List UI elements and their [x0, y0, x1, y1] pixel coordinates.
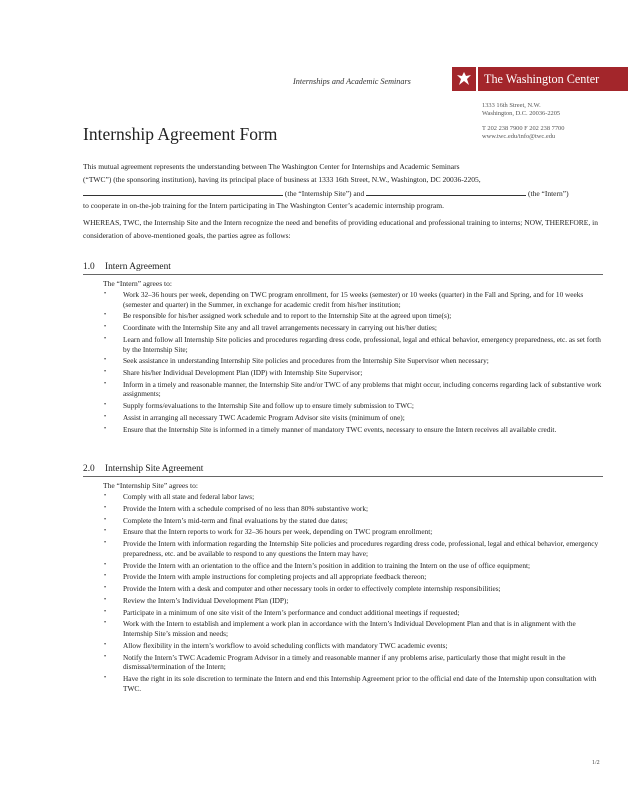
list-item [104, 572, 603, 584]
list-item-text: Notify the Intern’s TWC Academic Program Advisor in a timely and reasonable manner if any problems arise, particularly those that might result in the dismissal/termination of the Intern; [123, 652, 566, 672]
whereas-paragraph: WHEREAS, TWC, the Internship Site and the Intern recognize the need and benefits of providing educational and professional training to interns; NOW, THEREFORE, in consideration of above-mentioned goals, the parties agree as follows: [83, 218, 598, 240]
list-item [104, 640, 603, 653]
address-phone: T 202 238 7900 F 202 238 7700 [482, 124, 565, 132]
list-item-text: Learn and follow all Internship Site policies and procedures regarding dress code, professional, legal and ethical behavior, emergency preparedness, etc. as set forth by the Internship Site; [123, 334, 601, 354]
intro-text [83, 161, 603, 243]
list-item-text: Complete the Intern’s mid-term and final evaluations by the stated due dates; [123, 515, 348, 525]
list-item [104, 424, 603, 437]
list-item [104, 560, 603, 573]
page-title: Internship Agreement Form [83, 124, 278, 144]
address-city: Washington, D.C. 20036-2205 [482, 110, 561, 118]
list-item-text: Coordinate with the Internship Site any and all travel arrangements necessary in carrying out his/her duties; [123, 323, 437, 333]
list-item [104, 503, 603, 516]
bullet-icon: • [104, 380, 107, 387]
list-item-text: Provide the Intern with an orientation to the office and the Intern’s position in addition to training the Intern on the use of office equipment; [123, 560, 531, 570]
bullet-icon: • [104, 402, 107, 409]
list-item-text: Work 32–36 hours per week, depending on TWC program enrollment, for 15 weeks (semester) or 10 weeks (quarter) in the Fall and Spring, and for 10 weeks (semester and quarter) in the Summer, in exchange for academic credit from his/her institution; [123, 290, 584, 309]
header-tagline: Internships and Academic Seminars [293, 77, 411, 86]
list-item [104, 673, 603, 695]
list-item-text: Comply with all state and federal labor laws; [123, 492, 255, 501]
list-item-text: Supply forms/evaluations to the Internship Site and follow up to ensure timely submission to TWC; [123, 401, 414, 411]
bullet-list [83, 492, 603, 695]
list-item-text: Allow flexibility in the intern’s workflow to avoid scheduling conflicts with mandatory TWC academic events; [123, 640, 448, 650]
bullet-icon: • [104, 608, 107, 615]
section-header [83, 262, 603, 275]
intro-line-4: to cooperate in on-the-job training for the Intern participating in The Washington Center’s academic internship program. [83, 201, 444, 211]
intro-line-1: This mutual agreement represents the understanding between The Washington Center for Internships and Academic Seminars [83, 162, 460, 171]
list-item-text: Participate in a minimum of one site visit of the Intern’s performance and conduct additional meetings if requested; [123, 607, 460, 617]
list-item [104, 323, 603, 335]
list-item-text: Have the right in its sole discretion to terminate the Intern and end this Internship Agreement prior to the official end date of the Internship upon consultation with TWC. [123, 673, 597, 693]
list-item [104, 607, 603, 620]
bullet-icon: • [104, 493, 107, 499]
list-item [104, 539, 603, 560]
internship-site-field[interactable] [83, 187, 283, 196]
list-item [104, 379, 603, 401]
list-item [104, 356, 603, 368]
org-name: The Washington Center [478, 67, 628, 91]
bullet-icon: • [104, 324, 107, 331]
list-item-text: Provide the Intern with information regarding the Internship Site policies and procedures regarding dress code, professional, legal and ethical behavior, emergency preparedness, etc. and be available to respond to any questions the Intern may have; [123, 539, 599, 558]
intro-line-3 [83, 187, 603, 201]
bullet-icon: • [104, 585, 107, 592]
list-item-text: Share his/her Individual Development Plan (IDP) with Internship Site Supervisor; [123, 368, 363, 378]
list-item [104, 413, 603, 425]
list-item-text: Ensure that the Intern reports to work for 32–36 hours per week, depending on TWC program enrollment; [123, 527, 433, 537]
org-logo[interactable] [452, 67, 628, 91]
bullet-icon: • [104, 674, 107, 681]
section-intro: The “Internship Site” agrees to: [103, 481, 198, 490]
section-header [83, 464, 603, 477]
page-number: 1/2 [592, 760, 600, 766]
list-item-text: Review the Intern’s Individual Development Plan (IDP); [123, 595, 289, 605]
internship-site-label: (the “Internship Site”) and [284, 188, 365, 198]
bullet-icon: • [104, 561, 107, 568]
bullet-icon: • [104, 504, 107, 511]
bullet-icon: • [104, 528, 107, 535]
list-item [104, 311, 603, 323]
bullet-icon: • [104, 312, 107, 319]
bullet-icon: • [104, 516, 107, 523]
bullet-icon: • [104, 620, 107, 627]
list-item [104, 584, 603, 596]
section-title: Intern Agreement [105, 262, 171, 272]
intern-label: (the “Intern”) [527, 188, 569, 198]
list-item-text: Provide the Intern with a schedule comprised of no less than 80% substantive work; [123, 503, 369, 513]
list-item [104, 290, 603, 311]
eagle-icon [452, 67, 476, 91]
list-item-text: Provide the Intern with a desk and computer and other necessary tools in order to effectively complete internship responsibilities; [123, 584, 501, 594]
bullet-icon: • [104, 596, 107, 603]
intern-name-field[interactable] [366, 187, 526, 196]
list-item [104, 515, 603, 528]
section-number: 1.0 [83, 262, 95, 272]
bullet-icon: • [104, 335, 107, 342]
list-item [104, 492, 603, 504]
section-internship-site-agreement [83, 464, 603, 695]
bullet-icon: • [104, 414, 107, 421]
list-item [104, 401, 603, 413]
address-street: 1333 16th Street, N.W. [482, 102, 541, 109]
section-intern-agreement [83, 262, 603, 437]
list-item-text: Provide the Intern with ample instructions for completing projects and all appropriate feedback thereon; [123, 572, 427, 582]
bullet-list [83, 290, 603, 437]
list-item-text: Assist in arranging all necessary TWC Academic Program Advisor site visits (minimum of one); [123, 413, 405, 423]
list-item-text: Ensure that the Internship Site is informed in a timely manner of mandatory TWC events, necessary to ensure the Intern receives all available credit. [123, 424, 557, 434]
list-item [104, 527, 603, 539]
bullet-icon: • [104, 573, 107, 580]
list-item-text: Be responsible for his/her assigned work schedule and to report to the Internship Site at the agreed upon time(s); [123, 311, 452, 321]
list-item [104, 652, 603, 674]
bullet-icon: • [104, 425, 107, 432]
list-item-text: Inform in a timely and reasonable manner, the Internship Site and/or TWC of any problems that might occur, including concerns regarding lack of substantive work assignments; [123, 379, 602, 399]
address-web[interactable]: www.twc.edu/info@twc.edu [482, 133, 556, 141]
bullet-icon: • [104, 641, 107, 648]
bullet-icon: • [104, 540, 107, 547]
list-item-text: Seek assistance in understanding Internship Site policies and procedures from the Internship Site Supervisor when necessary; [123, 356, 489, 366]
intro-line-2: (“TWC”) (the sponsoring institution), having its principal place of business at 1333 16th Street, N.W., Washington, DC 20036-2205, [83, 174, 481, 184]
section-number: 2.0 [83, 464, 95, 474]
org-address [482, 102, 564, 142]
list-item-text: Work with the Intern to establish and implement a work plan in accordance with the Intern’s Individual Development Plan and that is in alignment with the Internship Site’s mission and needs; [123, 619, 576, 638]
list-item [104, 334, 603, 356]
list-item [104, 368, 603, 380]
bullet-icon: • [104, 653, 107, 660]
bullet-icon: • [104, 369, 107, 376]
section-title: Internship Site Agreement [105, 464, 204, 474]
list-item [104, 619, 603, 640]
section-intro: The “Intern” agrees to: [103, 279, 172, 288]
bullet-icon: • [104, 357, 107, 364]
list-item [104, 595, 603, 608]
eagle-icon-shape [455, 70, 473, 88]
bullet-icon: • [104, 291, 107, 297]
